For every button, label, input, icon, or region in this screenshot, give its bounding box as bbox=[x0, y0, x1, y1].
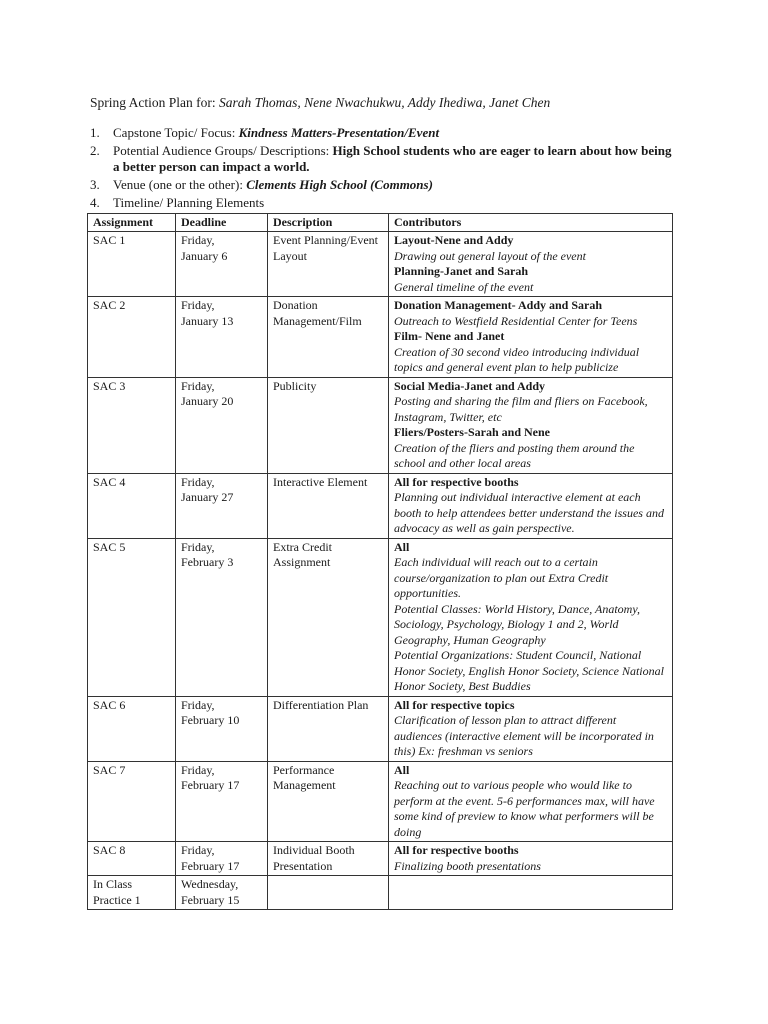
contributor-note: Potential Organizations: Student Council, National Honor Society, English Honor Society, Science National Honor Society, Best Buddies bbox=[394, 648, 664, 693]
list-item bbox=[90, 177, 672, 193]
cell-contributors bbox=[389, 696, 673, 761]
cell-assignment: SAC 2 bbox=[88, 297, 176, 378]
cell-assignment: SAC 6 bbox=[88, 696, 176, 761]
contributor-note: Outreach to Westfield Residential Center for Teens bbox=[394, 313, 638, 328]
cell-contributors bbox=[389, 377, 673, 473]
table-row bbox=[88, 297, 673, 378]
contributor-note: Potential Classes: World History, Dance, Anatomy, Sociology, Psychology, Biology 1 and 2, World Geography, Human Geography bbox=[394, 601, 640, 647]
cell-description bbox=[268, 876, 389, 910]
cell-contributors bbox=[389, 538, 673, 696]
cell-description: Individual Booth Presentation bbox=[268, 842, 389, 876]
header-contributors: Contributors bbox=[389, 213, 673, 232]
header-deadline: Deadline bbox=[176, 213, 268, 232]
cell-description: Performance Management bbox=[268, 761, 389, 842]
cell-description: Publicity bbox=[268, 377, 389, 473]
list-item bbox=[90, 195, 672, 211]
cell-contributors bbox=[389, 297, 673, 378]
contributor-lead: All for respective booths bbox=[394, 474, 519, 489]
contributor-note: Each individual will reach out to a certain course/organization to plan out Extra Credit opportunities. bbox=[394, 555, 609, 600]
contributor-lead: All for respective booths bbox=[394, 843, 519, 857]
timeline-table bbox=[87, 213, 673, 911]
table-row bbox=[88, 761, 673, 842]
contributor-note: General timeline of the event bbox=[394, 279, 534, 294]
contributor-lead: Social Media-Janet and Addy bbox=[394, 378, 546, 393]
cell-assignment: SAC 5 bbox=[88, 538, 176, 696]
table-header-row bbox=[88, 213, 673, 232]
page-title bbox=[90, 95, 672, 111]
cell-description: Differentiation Plan bbox=[268, 696, 389, 761]
contributor-note: Planning out individual interactive element at each booth to help attendees better understand the issues and advocacy as well as gain perspective. bbox=[394, 490, 664, 535]
cell-contributors bbox=[389, 232, 673, 297]
cell-assignment: SAC 3 bbox=[88, 377, 176, 473]
contributor-lead: All bbox=[394, 539, 410, 554]
cell-deadline: Friday, January 6 bbox=[176, 232, 268, 297]
list-item-label: Capstone Topic/ Focus: bbox=[113, 124, 239, 140]
list-item-value: Kindness Matters-Presentation/Event bbox=[238, 124, 440, 140]
contributor-lead: All bbox=[394, 762, 410, 777]
cell-assignment: SAC 8 bbox=[88, 842, 176, 876]
list-item-label: Venue (one or the other): bbox=[113, 176, 247, 192]
cell-description: Interactive Element bbox=[268, 473, 389, 538]
contributor-note: Finalizing booth presentations bbox=[394, 858, 541, 873]
table-row bbox=[88, 232, 673, 297]
header-assignment: Assignment bbox=[88, 213, 176, 232]
contributor-lead: Layout-Nene and Addy bbox=[394, 233, 514, 247]
list-item-label: Timeline/ Planning Elements bbox=[113, 194, 265, 210]
contributor-lead: All for respective topics bbox=[394, 697, 515, 712]
list-item-number: 2. bbox=[90, 142, 100, 158]
cell-deadline: Friday, February 3 bbox=[176, 538, 268, 696]
cell-assignment: SAC 1 bbox=[88, 232, 176, 297]
planning-list bbox=[90, 125, 672, 211]
list-item-number: 1. bbox=[90, 124, 100, 140]
contributor-note: Clarification of lesson plan to attract different audiences (interactive element will be incorporated in this) Ex: freshman vs seniors bbox=[394, 713, 654, 758]
list-item-number: 4. bbox=[90, 194, 100, 210]
contributor-lead: Film- Nene and Janet bbox=[394, 329, 505, 343]
table-row bbox=[88, 696, 673, 761]
cell-deadline: Friday, January 20 bbox=[176, 377, 268, 473]
cell-deadline: Friday, January 27 bbox=[176, 473, 268, 538]
contributor-note: Creation of 30 second video introducing individual topics and general event plan to help publicize bbox=[394, 344, 640, 374]
contributor-note: Posting and sharing the film and fliers on Facebook, Instagram, Twitter, etc bbox=[394, 394, 648, 424]
list-item bbox=[90, 125, 672, 141]
cell-description: Event Planning/Event Layout bbox=[268, 232, 389, 297]
cell-description: Donation Management/Film bbox=[268, 297, 389, 378]
contributor-lead: Planning-Janet and Sarah bbox=[394, 264, 529, 278]
title-names: Sarah Thomas, Nene Nwachukwu, Addy Ihediwa, Janet Chen bbox=[219, 95, 551, 110]
contributor-lead: Donation Management- Addy and Sarah bbox=[394, 298, 603, 312]
cell-deadline: Friday, January 13 bbox=[176, 297, 268, 378]
contributor-note: Creation of the fliers and posting them around the school and other local areas bbox=[394, 440, 635, 470]
document-page bbox=[90, 95, 672, 910]
cell-contributors bbox=[389, 876, 673, 910]
cell-contributors bbox=[389, 761, 673, 842]
header-description: Description bbox=[268, 213, 389, 232]
contributor-note: Drawing out general layout of the event bbox=[394, 248, 586, 263]
cell-deadline: Friday, February 17 bbox=[176, 842, 268, 876]
list-item-value: Clements High School (Commons) bbox=[246, 176, 433, 192]
table-row bbox=[88, 876, 673, 910]
cell-contributors bbox=[389, 842, 673, 876]
table-row bbox=[88, 377, 673, 473]
cell-description: Extra Credit Assignment bbox=[268, 538, 389, 696]
cell-assignment: In Class Practice 1 bbox=[88, 876, 176, 910]
table-row bbox=[88, 473, 673, 538]
cell-deadline: Friday, February 10 bbox=[176, 696, 268, 761]
cell-deadline: Friday, February 17 bbox=[176, 761, 268, 842]
contributor-note: Reaching out to various people who would like to perform at the event. 5-6 performances max, will have some kind of preview to know what performers will be doing bbox=[394, 778, 655, 839]
cell-deadline: Wednesday, February 15 bbox=[176, 876, 268, 910]
list-item bbox=[90, 143, 672, 175]
list-item-label: Potential Audience Groups/ Descriptions: bbox=[113, 142, 333, 158]
table-row bbox=[88, 538, 673, 696]
title-prefix: Spring Action Plan for: bbox=[90, 95, 219, 110]
cell-contributors bbox=[389, 473, 673, 538]
contributor-lead: Fliers/Posters-Sarah and Nene bbox=[394, 425, 550, 439]
list-item-value: High School students who are eager to learn about how being a better person can impact a world. bbox=[113, 142, 672, 174]
cell-assignment: SAC 7 bbox=[88, 761, 176, 842]
table-row bbox=[88, 842, 673, 876]
cell-assignment: SAC 4 bbox=[88, 473, 176, 538]
list-item-number: 3. bbox=[90, 176, 100, 192]
